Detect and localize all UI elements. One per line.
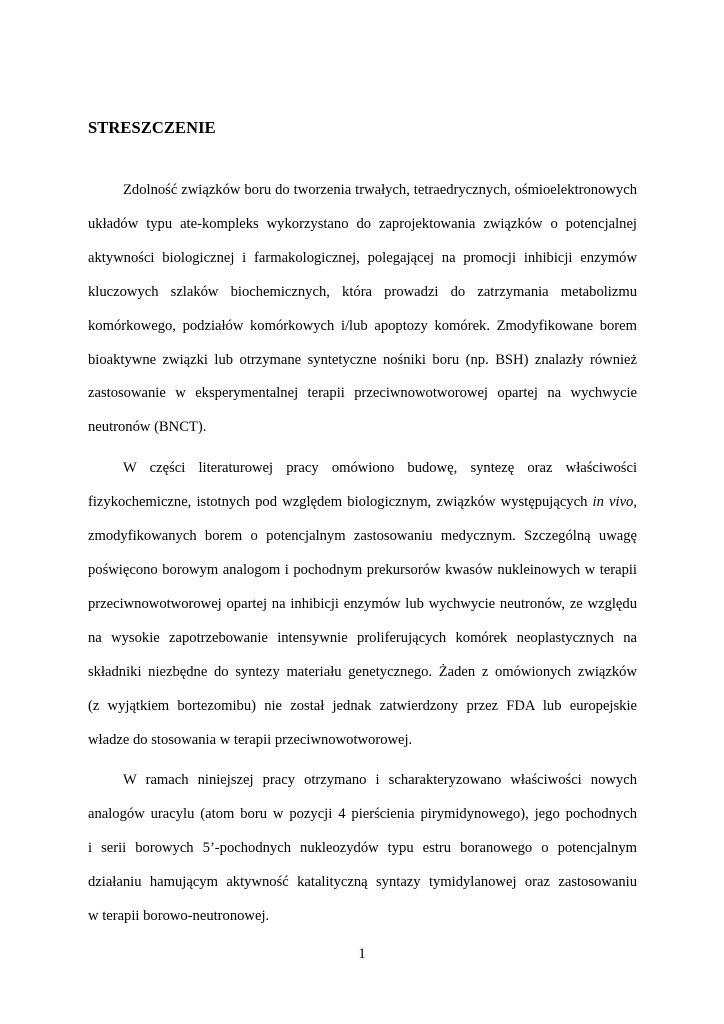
page-title: STRESZCZENIE: [88, 118, 216, 137]
text-line: (z wyjątkiem bortezomibu) nie został jednak zatwierdzony przez FDA lub europejskie: [88, 697, 637, 714]
text-line: i serii borowych 5’-pochodnych nukleozydów typu estru boranowego o potencjalnym: [88, 840, 637, 857]
text-line: składniki niezbędne do syntezy materiału genetycznego. Żaden z omówionych związków: [88, 663, 637, 680]
text-line: aktywności biologicznej i farmakologicznej, polegającej na promocji inhibicji enzymów: [88, 249, 637, 266]
text-line: bioaktywne związki lub otrzymane syntetyczne nośniki boru (np. BSH) znalazły również: [88, 351, 637, 368]
text-line: w terapii borowo-neutronowej.: [88, 908, 270, 925]
abstract-body: [88, 174, 637, 941]
text-line: zmodyfikowanych borem o potencjalnym zastosowaniu medycznym. Szczególną uwagę: [88, 528, 637, 545]
text-segment: fizykochemiczne, istotnych pod względem biologicznym, związków występujących: [88, 494, 593, 511]
text-line: kluczowych szlaków biochemicznych, która prowadzi do zatrzymania metabolizmu: [88, 283, 637, 300]
text-line: poświęcono borowym analogom i pochodnym prekursorów kwasów nukleinowych w terapii: [88, 561, 637, 578]
text-line: przeciwnowotworowej opartej na inhibicji enzymów lub wychwycie neutronów, ze względu: [88, 595, 637, 612]
text-line: na wysokie zapotrzebowanie intensywnie proliferujących komórek neoplastycznych na: [88, 629, 637, 646]
text-line-with-italic: [88, 486, 637, 520]
page-number: 1: [358, 946, 366, 962]
text-line: zastosowanie w eksperymentalnej terapii przeciwnowotworowej opartej na wychwycie: [88, 385, 637, 402]
text-line: analogów uracylu (atom boru w pozycji 4 pierścienia pirymidynowego), jego pochodnych: [88, 806, 637, 823]
text-line: układów typu ate-kompleks wykorzystano do zaprojektowania związków o potencjalnej: [88, 215, 637, 232]
text-line: Zdolność związków boru do tworzenia trwałych, tetraedrycznych, ośmioelektronowych: [123, 182, 637, 198]
italic-term: in vivo: [592, 494, 634, 511]
paragraph-2: [88, 452, 637, 757]
text-line: W części literaturowej pracy omówiono budowę, syntezę oraz właściwości: [123, 460, 637, 477]
text-line: władze do stosowania w terapii przeciwnowotworowej.: [88, 731, 413, 748]
text-line: W ramach niniejszej pracy otrzymano i scharakteryzowano właściwości nowych: [123, 772, 637, 789]
text-line: komórkowego, podziałów komórkowych i/lub apoptozy komórek. Zmodyfikowane borem: [88, 317, 637, 334]
paragraph-3: [88, 764, 637, 934]
paragraph-1: [88, 174, 637, 445]
text-line: działaniu hamującym aktywność katalityczną syntazy tymidylanowej oraz zastosowaniu: [88, 874, 637, 891]
text-line: neutronów (BNCT).: [88, 419, 207, 436]
text-segment: ,: [633, 494, 637, 511]
